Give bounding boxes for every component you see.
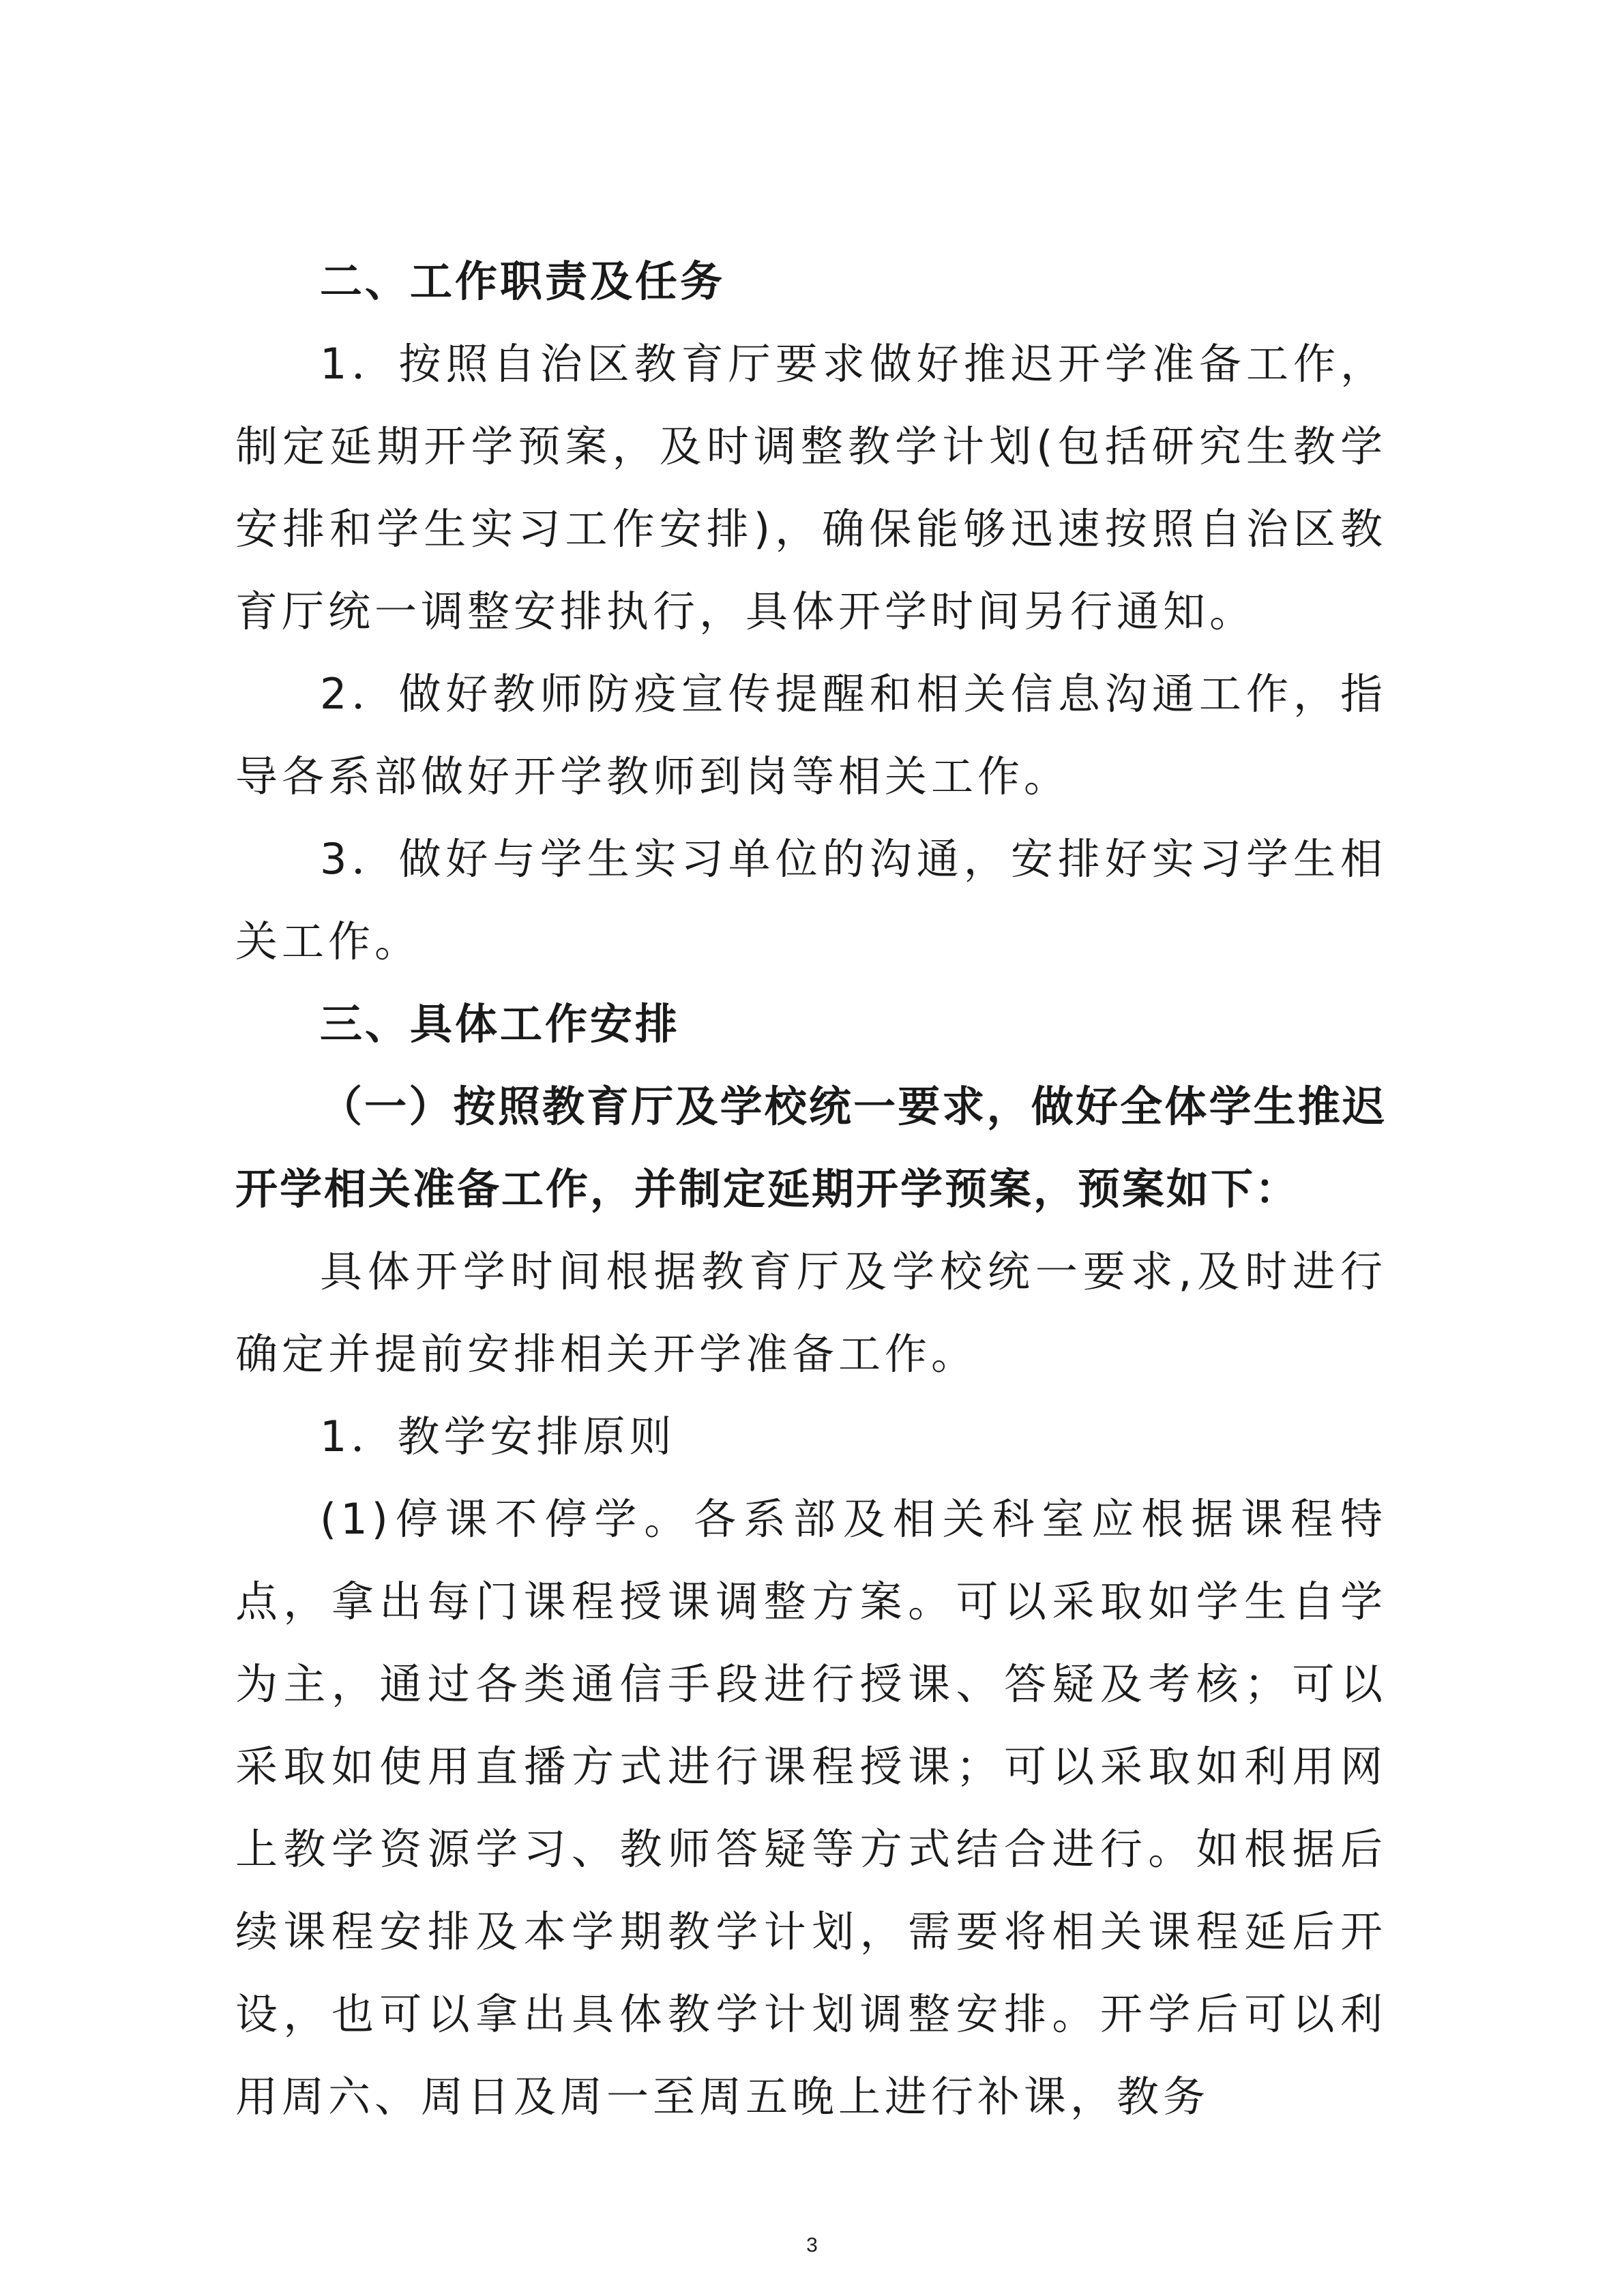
page-number: 3	[806, 2234, 818, 2256]
document-body	[235, 240, 1387, 2138]
paragraph-principle-1: (1)停课不停学。各系部及相关科室应根据课程特点，拿出每门课程授课调整方案。可以采取如学生自学为主，通过各类通信手段进行授课、答疑及考核；可以采取如使用直播方式进行课程授课；可以采取如利用网上教学资源学习、教师答疑等方式结合进行。如根据后续课程安排及本学期教学计划，需要将相关课程延后开设，也可以拿出具体教学计划调整安排。开学后可以利用周六、周日及周一至周五晚上进行补课，教务	[235, 1494, 1387, 2121]
subsection-heading-1: （一）按照教育厅及学校统一要求，做好全体学生推迟开学相关准备工作，并制定延期开学预案，预案如下：	[235, 1082, 1387, 1214]
paragraph-duty-3: 3．做好与学生实习单位的沟通，安排好实习学生相关工作。	[235, 834, 1387, 966]
section-heading-arrangements: 三、具体工作安排	[320, 999, 681, 1049]
paragraph-schedule: 具体开学时间根据教育厅及学校统一要求,及时进行确定并提前安排相关开学准备工作。	[235, 1247, 1387, 1379]
paragraph-teaching-principles-title: 1．教学安排原则	[320, 1412, 676, 1461]
paragraph-duty-1: 1．按照自治区教育厅要求做好推迟开学准备工作，制定延期开学预案，及时调整教学计划(包括研究生教学安排和学生实习工作安排)，确保能够迅速按照自治区教育厅统一调整安排执行，具体开学时间另行通知。	[235, 339, 1387, 636]
section-heading-duties: 二、工作职责及任务	[320, 256, 726, 306]
paragraph-duty-2: 2．做好教师防疫宣传提醒和相关信息沟通工作，指导各系部做好开学教师到岗等相关工作。	[235, 669, 1387, 801]
